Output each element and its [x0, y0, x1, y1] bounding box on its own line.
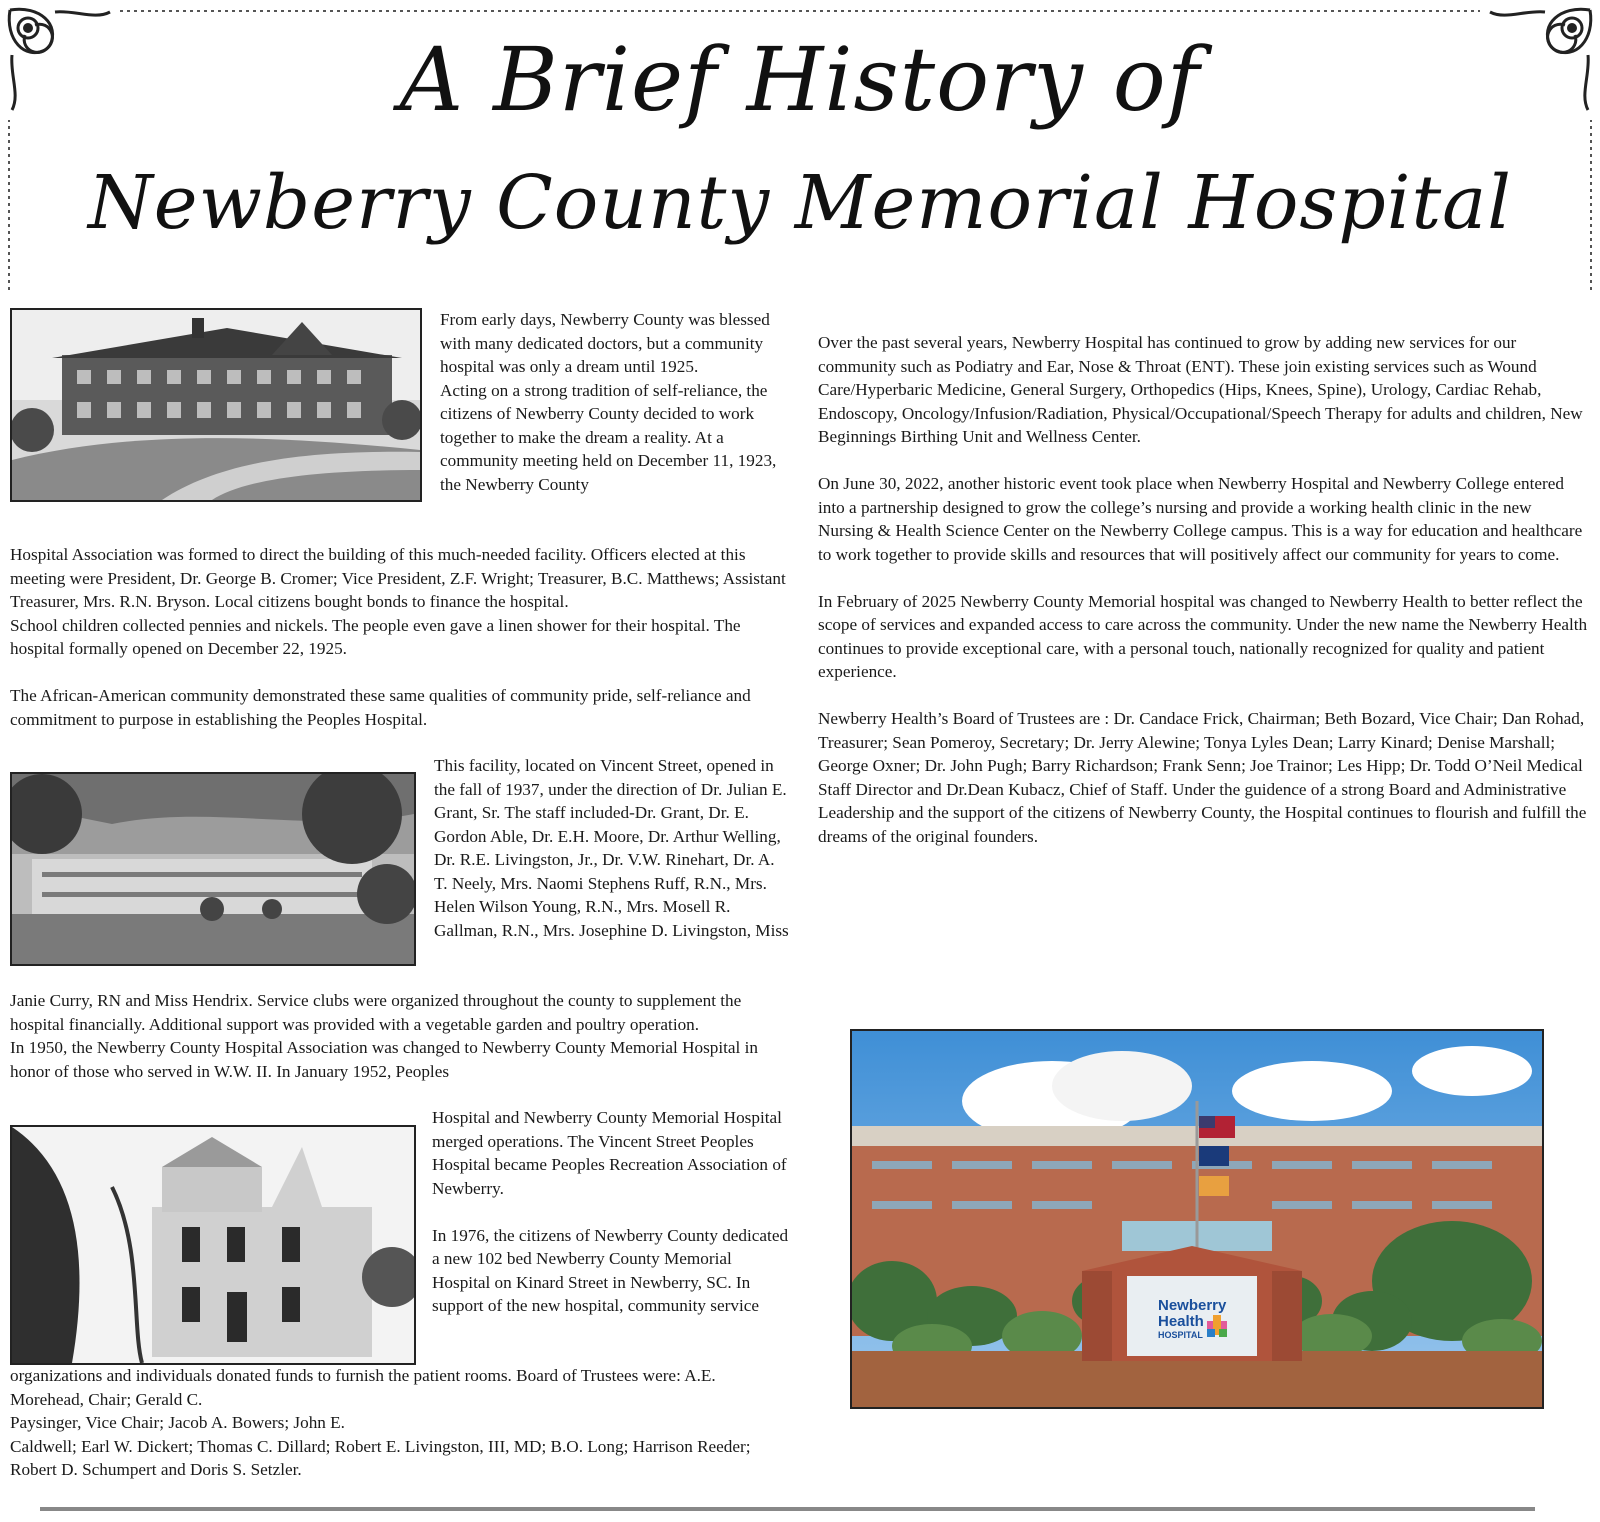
photo-old-building [10, 1125, 416, 1365]
association-paragraph: Hospital Association was formed to direct the building of this much-needed facility. Officers elected at this meeting were President, Dr. George B. Cromer; Vice President, Z.F. Wright; Treasurer, B.C. Matthews; Assistant Treasurer, Mrs. R.N. Bryson. Local citizens bought bonds to finance the hospital. [10, 545, 786, 611]
left-text-beside-photo2 [434, 754, 790, 942]
left-text-block-2 [10, 989, 790, 1083]
sign-line1: Newberry [1158, 1297, 1227, 1314]
page-title-line2: Newberry County Memorial Hospital [88, 160, 1512, 246]
right-column [818, 331, 1590, 848]
trustees-1976-paragraph: organizations and individuals donated funds to furnish the patient rooms. Board of Trustees were: A.E. Morehead, Chair; Gerald C. [10, 1366, 716, 1409]
peoples-hospital-paragraph: The African-American community demonstrated these same qualities of community pride, self-reliance and commitment to purpose in establishing the Peoples Hospital. [10, 686, 751, 729]
intro-paragraph: From early days, Newberry County was blessed with many dedicated doctors, but a community hospital was only a dream until 1925. [440, 310, 770, 376]
merger-paragraph: Hospital and Newberry County Memorial Hospital merged operations. The Vincent Street Peoples Hospital became Peoples Recreation Association of Newberry. [432, 1108, 787, 1198]
trustees-1976-line2: Paysinger, Vice Chair; Jacob A. Bowers; John E. [10, 1413, 345, 1432]
bottom-rule [40, 1507, 1535, 1511]
top-border [120, 10, 1480, 12]
pennies-paragraph: School children collected pennies and nickels. The people even gave a linen shower for their hospital. The hospital formally opened on December 22, 1925. [10, 615, 741, 658]
left-text-block-1 [10, 543, 790, 731]
photo-peoples-hospital [10, 772, 416, 966]
self-reliance-paragraph: Acting on a strong tradition of self-reliance, the citizens of Newberry County decided to work together to make the dream a reality. At a community meeting held on December 11, 1923, the Newberry County [440, 380, 777, 494]
sign-line2: Health [1158, 1313, 1204, 1330]
sign-line3: HOSPITAL [1158, 1330, 1203, 1340]
page-title-line1: A Brief History of [399, 28, 1201, 131]
college-partnership-paragraph: On June 30, 2022, another historic event took place when Newberry Hospital and Newberry College entered into a partnership designed to grow the college’s nursing and provide a working health clinic in the new Nursing & Health Science Center on the Newberry College campus. This is a way for education and healthcare to work together to provide skills and resources that will positively affect our community for years to come. [818, 474, 1583, 564]
trustees-1976-line3: Caldwell; Earl W. Dickert; Thomas C. Dillard; Robert E. Livingston, III, MD; B.O. Long; Harrison Reeder; Robert D. Schumpert and Doris S. Setzler. [10, 1436, 751, 1479]
board-of-trustees-paragraph: Newberry Health’s Board of Trustees are : Dr. Candace Frick, Chairman; Beth Bozard, Vice Chair; Dan Rohad, Treasurer; Sean Pomeroy, Secretary; Dr. Jerry Alewine; Tonya Lyles Dean; Larry Kinard; Denise Marshall; George Oxner; Dr. John Pugh; Barry Richardson; Frank Senn; Joe Trainor; Les Hipp; Dr. Todd O’Neil Medical Staff Director and Dr.Dean Kubacz, Chief of Staff. Under the guidence of a strong Board and Administrative Leadership and the support of the citizens of Newberry County, the Hospital continues to flourish and fulfill the dreams of the original founders. [818, 709, 1587, 846]
name-change-paragraph: In February of 2025 Newberry County Memorial hospital was changed to Newberry Health to better reflect the scope of services and expanded access to care across the community. Under the new name the Newberry Health continues to provide exceptional care, with a personal touch, nationally recognized for quality and patient experience. [818, 591, 1588, 681]
left-text-block-3 [10, 1364, 790, 1482]
service-clubs-paragraph: Janie Curry, RN and Miss Hendrix. Service clubs were organized throughout the county to supplement the hospital financially. Additional support was provided with a vegetable garden and poultry operation. [10, 991, 742, 1034]
services-paragraph: Over the past several years, Newberry Hospital has continued to grow by adding new services for our community such as Podiatry and Ear, Nose & Throat (ENT). These join existing services such as Wound Care/Hyperbaric Medicine, General Surgery, Orthopedics (Hips, Knees, Spine), Urology, Cardiac Rehab, Endoscopy, Oncology/Infusion/Radiation, Physical/Occupational/Speech Therapy for adults and children, New Beginnings Birthing Unit and Wellness Center. [818, 333, 1583, 446]
photo-1925-hospital [10, 308, 422, 502]
vincent-street-paragraph: This facility, located on Vincent Street, opened in the fall of 1937, under the direction of Dr. Julian E. Grant, Sr. The staff included-Dr. Grant, Dr. E. Gordon Able, Dr. E.H. Moore, Dr. Arthur Welling, Dr. R.E. Livingston, Jr., Dr. V.W. Rinehart, Dr. A. T. Neely, Mrs. Naomi Stephens Ruff, R.N., Mrs. Helen Wilson Young, R.N., Mrs. Mosell R. Gallman, R.N., Mrs. Josephine D. Livingston, Miss [434, 756, 789, 940]
left-text-beside-photo1 [440, 308, 790, 496]
new-hospital-1976-paragraph: In 1976, the citizens of Newberry County dedicated a new 102 bed Newberry County Memorial Hospital on Kinard Street in Newberry, SC. In support of the new hospital, community service [432, 1225, 789, 1315]
left-text-beside-photo3 [432, 1106, 790, 1318]
memorial-name-paragraph: In 1950, the Newberry County Hospital Association was changed to Newberry County Memorial Hospital in honor of those who served in W.W. II. In January 1952, Peoples [10, 1038, 758, 1081]
photo-newberry-health-hospital [850, 1029, 1544, 1409]
